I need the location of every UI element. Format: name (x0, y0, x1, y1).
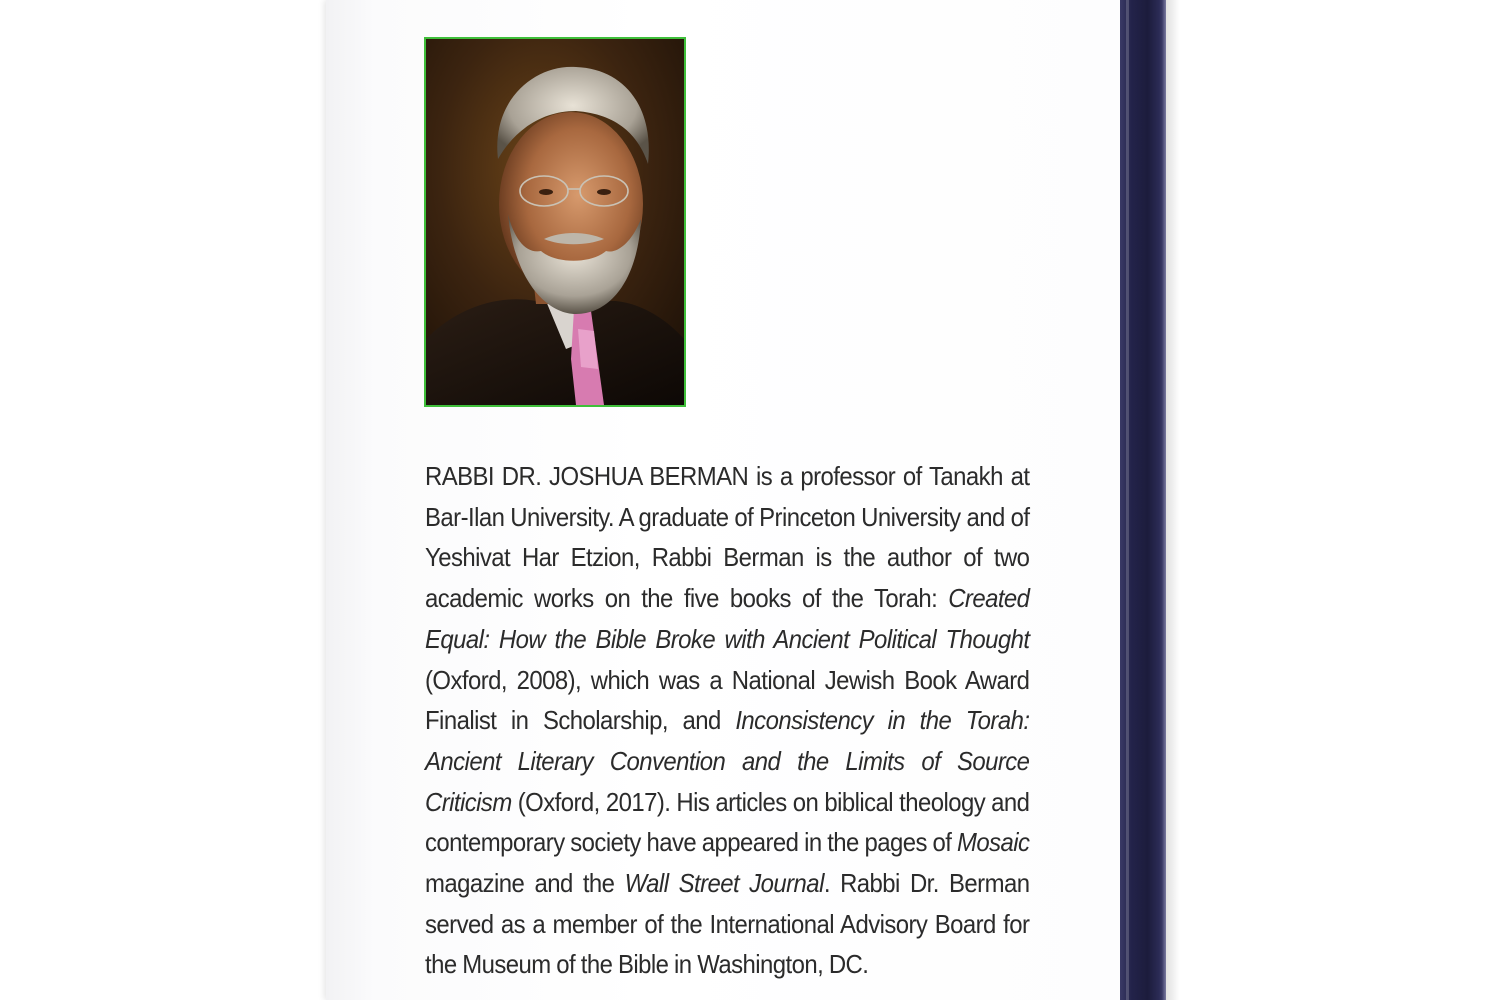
bio-text-1: is a professor of Tanakh at Bar-Ilan University. A graduate of Princeton University and of Yeshivat Har Etzion, Rabbi Berman is the author of two academic works on the five books of the Torah: (425, 461, 1030, 614)
bio-text-4: magazine and the (425, 868, 625, 899)
spine-shadow (1166, 0, 1180, 1000)
bio-text-2: (Oxford, 2008), which was a National Jewish Book Award Finalist in Scholarship, and (425, 664, 1030, 736)
author-portrait (424, 37, 686, 407)
author-portrait-photo-icon (426, 39, 684, 405)
book-title-inconsistency: Inconsistency in the Torah: Ancient Literary Convention and the Limits of Source Criticism (425, 705, 1030, 817)
book-spine-edge (1120, 0, 1166, 1000)
bio-text-3: (Oxford, 2017). His articles on biblical theology and contemporary society have appeared in the pages of (425, 786, 1030, 858)
author-bio (425, 456, 1029, 985)
bio-text-5: . Rabbi Dr. Berman served as a member of the International Advisory Board for the Museum of the Bible in Washington, DC. (425, 868, 1030, 980)
publication-wsj: Wall Street Journal (624, 868, 824, 899)
book-title-created-equal: Created Equal: How the Bible Broke with Ancient Political Thought (425, 583, 1030, 654)
publication-mosaic: Mosaic (956, 827, 1030, 858)
author-name: RABBI DR. JOSHUA BERMAN (425, 461, 749, 491)
